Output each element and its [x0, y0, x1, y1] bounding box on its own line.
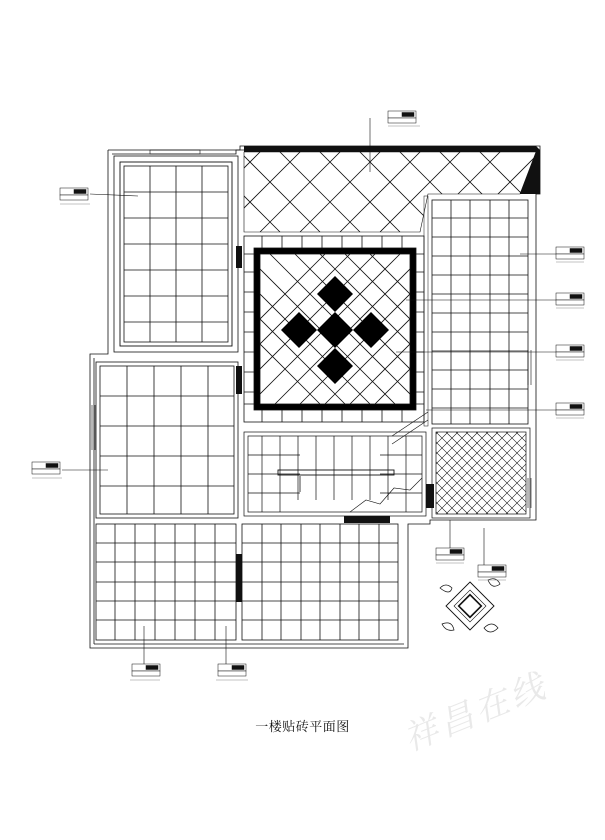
tag-bottom-mid [218, 664, 246, 676]
tag-right-3 [556, 345, 584, 357]
room-right-column-tiles [424, 196, 528, 426]
tag-left-mid [32, 462, 60, 474]
room-central-feature-tiles [170, 236, 525, 422]
drawing-title: 一楼贴砖平面图 [255, 720, 350, 735]
tag-right-4 [556, 403, 584, 415]
tag-right-1 [556, 247, 584, 259]
dining-table-symbol [440, 579, 500, 632]
room-middle-left-tiles [92, 362, 238, 518]
watermark: 祥昌在线 [397, 665, 554, 760]
tag-bottom-right-2 [478, 565, 506, 577]
tag-right-2 [556, 293, 584, 305]
tag-top [388, 111, 416, 123]
tag-bottom-right [436, 548, 464, 560]
room-bottom-left-tiles [96, 524, 236, 640]
room-top-left-tiles [114, 156, 238, 352]
room-staircase [244, 412, 428, 516]
room-bottom-middle-tiles [242, 524, 398, 640]
tag-bottom-left [132, 664, 160, 676]
tag-left-top [60, 188, 88, 200]
